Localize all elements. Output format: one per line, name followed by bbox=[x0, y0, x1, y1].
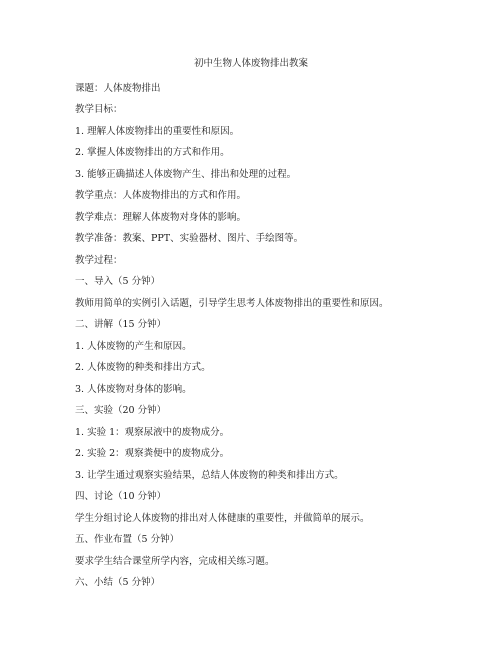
document-title: 初中生物人体废物排出教案 bbox=[193, 58, 308, 69]
section-heading: 四、讨论（10 分钟） bbox=[75, 491, 167, 502]
section-heading: 二、讲解（15 分钟） bbox=[75, 319, 167, 330]
list-item: 2. 实验 2：观察粪便中的废物成分。 bbox=[75, 448, 230, 459]
difficult-points: 教学难点：理解人体废物对身体的影响。 bbox=[75, 212, 247, 223]
section-heading: 一、导入（5 分钟） bbox=[75, 276, 161, 287]
list-item: 3. 让学生通过观察实验结果，总结人体废物的种类和排出方式。 bbox=[75, 470, 344, 481]
preparation: 教学准备：教案、PPT、实验器材、图片、手绘图等。 bbox=[75, 233, 304, 244]
objective-item: 1. 理解人体废物排出的重要性和原因。 bbox=[75, 126, 240, 137]
objectives-heading: 教学目标： bbox=[75, 104, 123, 115]
paragraph: 学生分组讨论人体废物的排出对人体健康的重要性，并做简单的展示。 bbox=[75, 513, 370, 524]
key-points: 教学重点：人体废物排出的方式和作用。 bbox=[75, 190, 247, 201]
paragraph: 要求学生结合课堂所学内容，完成相关练习题。 bbox=[75, 556, 275, 567]
section-heading: 五、作业布置（5 分钟） bbox=[75, 534, 180, 545]
list-item: 1. 人体废物的产生和原因。 bbox=[75, 341, 192, 352]
section-heading: 六、小结（5 分钟） bbox=[75, 577, 161, 588]
objective-item: 2. 掌握人体废物排出的方式和作用。 bbox=[75, 147, 230, 158]
process-heading: 教学过程： bbox=[75, 255, 123, 266]
paragraph: 教师用简单的实例引入话题，引导学生思考人体废物排出的重要性和原因。 bbox=[75, 298, 389, 309]
section-heading: 三、实验（20 分钟） bbox=[75, 405, 167, 416]
list-item: 3. 人体废物对身体的影响。 bbox=[75, 384, 192, 395]
list-item: 2. 人体废物的种类和排出方式。 bbox=[75, 362, 211, 373]
list-item: 1. 实验 1：观察尿液中的废物成分。 bbox=[75, 427, 230, 438]
objective-item: 3. 能够正确描述人体废物产生、排出和处理的过程。 bbox=[75, 169, 297, 180]
lesson-topic: 课题：人体废物排出 bbox=[75, 83, 161, 94]
